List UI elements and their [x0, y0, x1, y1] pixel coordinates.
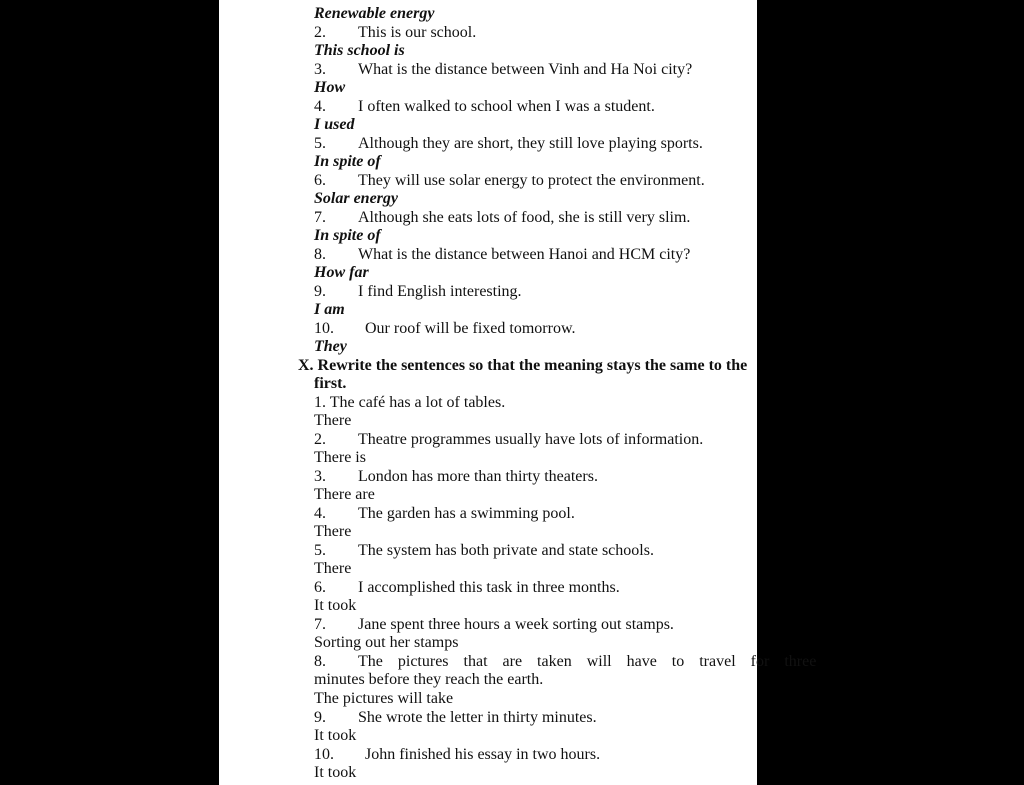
item-number: 8. [314, 653, 326, 670]
item-text: The garden has a swimming pool. [358, 505, 575, 522]
item-ix-3 [314, 61, 692, 79]
cue-x-4: There [314, 523, 352, 540]
item-number: 4. [314, 98, 326, 115]
item-x-5 [314, 542, 654, 560]
section-x-heading-cont: first. [314, 375, 347, 392]
item-text: The café has a lot of tables. [329, 394, 506, 411]
cue-x-3: There are [314, 486, 375, 503]
item-number: 10. [314, 320, 334, 337]
item-number: 6. [314, 172, 326, 189]
item-number: 10. [314, 746, 334, 763]
cue-ix-4: I used [314, 116, 355, 133]
item-x-3 [314, 468, 598, 486]
cue-x-2: There is [314, 449, 366, 466]
item-x-7 [314, 616, 674, 634]
item-number: 6. [314, 579, 326, 596]
item-text: The pictures that are taken will have to travel for three [358, 653, 817, 670]
item-text: What is the distance between Hanoi and HCM city? [358, 246, 691, 263]
item-ix-2 [314, 24, 476, 42]
heading-text: X. Rewrite the sentences so that the meaning stays the same to the [298, 357, 748, 374]
item-x-8-cont: minutes before they reach the earth. [314, 671, 544, 688]
item-number: 3. [314, 468, 326, 485]
item-ix-10 [314, 320, 575, 338]
item-text: I accomplished this task in three months. [358, 579, 620, 596]
item-ix-4 [314, 98, 655, 116]
item-text: Our roof will be fixed tomorrow. [365, 320, 576, 337]
item-number: 5. [314, 135, 326, 152]
item-number: 9. [314, 709, 326, 726]
item-x-6 [314, 579, 620, 597]
heading-line [298, 357, 748, 375]
cue-ix-3: How [314, 79, 346, 96]
item-x-4 [314, 505, 575, 523]
item-x-10 [314, 746, 600, 764]
item-x-1 [314, 394, 505, 412]
item-x-9 [314, 709, 597, 727]
cue-ix-5: In spite of [314, 153, 381, 170]
item-number: 3. [314, 61, 326, 78]
item-text: Jane spent three hours a week sorting out stamps. [358, 616, 674, 633]
item-text: They will use solar energy to protect the environment. [358, 172, 705, 189]
item-number: 2. [314, 431, 326, 448]
item-text: She wrote the letter in thirty minutes. [358, 709, 597, 726]
item-ix-8 [314, 246, 690, 264]
cue-ix-9: I am [314, 301, 345, 318]
item-number: 5. [314, 542, 326, 559]
item-number: 7. [314, 616, 326, 633]
document-page [219, 0, 817, 785]
cue-x-7: Sorting out her stamps [314, 634, 459, 651]
section-x-heading [298, 357, 748, 375]
cue-ix-2: This school is [314, 42, 405, 59]
item-text: Theatre programmes usually have lots of information. [358, 431, 704, 448]
item-number: 2. [314, 24, 326, 41]
cue-x-5: There [314, 560, 352, 577]
cue-ix-10: They [314, 338, 347, 355]
cue-x-8: The pictures will take [314, 690, 454, 707]
item-number: 1. [314, 394, 326, 411]
item-number: 9. [314, 283, 326, 300]
item-x-2 [314, 431, 703, 449]
item-x-8 [314, 653, 816, 671]
cue-ix-7: In spite of [314, 227, 381, 244]
cue-ix-1: Renewable energy [314, 5, 435, 22]
cue-x-10: It took [314, 764, 357, 781]
item-text: London has more than thirty theaters. [358, 468, 598, 485]
item-number: 8. [314, 246, 326, 263]
cue-ix-6: Solar energy [314, 190, 398, 207]
item-text: Although they are short, they still love playing sports. [358, 135, 703, 152]
cue-x-9: It took [314, 727, 357, 744]
item-ix-5 [314, 135, 703, 153]
item-ix-6 [314, 172, 705, 190]
item-text: The system has both private and state schools. [358, 542, 654, 559]
item-text: John finished his essay in two hours. [365, 746, 601, 763]
cue-x-6: It took [314, 597, 357, 614]
item-ix-7 [314, 209, 690, 227]
item-text: What is the distance between Vinh and Ha Noi city? [358, 61, 693, 78]
cue-ix-8: How far [314, 264, 369, 281]
item-number: 4. [314, 505, 326, 522]
item-text: This is our school. [358, 24, 477, 41]
item-ix-9 [314, 283, 522, 301]
item-number: 7. [314, 209, 326, 226]
item-text: I often walked to school when I was a student. [358, 98, 655, 115]
item-text: I find English interesting. [358, 283, 522, 300]
item-text: Although she eats lots of food, she is still very slim. [358, 209, 691, 226]
cue-x-1: There [314, 412, 352, 429]
